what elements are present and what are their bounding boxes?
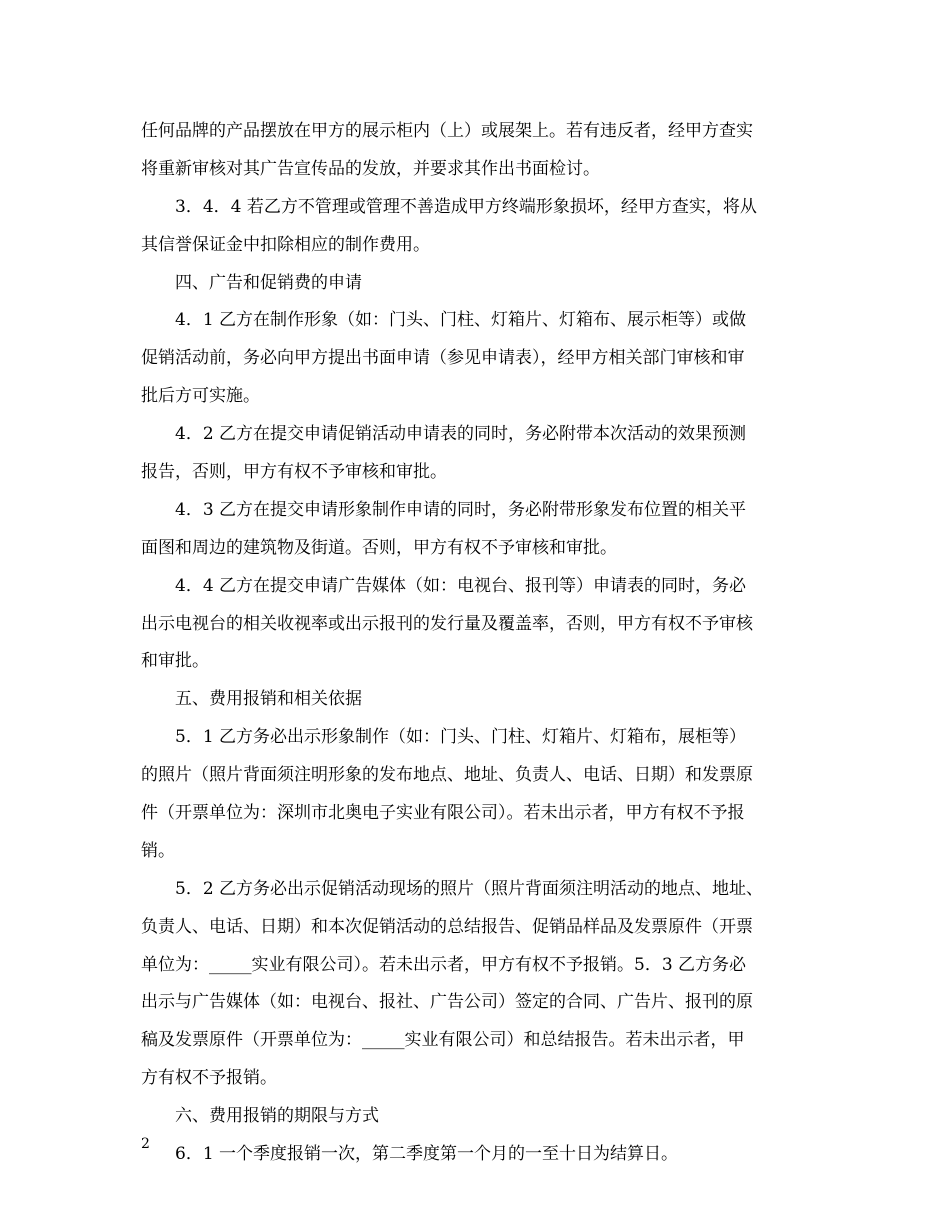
text-line: 将重新审核对其广告宣传品的发放，并要求其作出书面检讨。 bbox=[141, 158, 600, 179]
text-line: 面图和周边的建筑物及街道。否则，甲方有权不予审核和审批。 bbox=[141, 537, 617, 558]
text-line: 方有权不予报销。 bbox=[141, 1068, 277, 1089]
text-line: 3．4．4 若乙方不管理或管理不善造成甲方终端形象损坏，经甲方查实，将从 bbox=[175, 196, 757, 217]
text-line: 和审批。 bbox=[141, 651, 209, 672]
text-line: 任何品牌的产品摆放在甲方的展示柜内（上）或展架上。若有违反者，经甲方查实 bbox=[141, 121, 753, 141]
text-line: 的照片（照片背面须注明形象的发布地点、地址、负责人、电话、日期）和发票原 bbox=[141, 765, 753, 786]
text-line: 出示与广告媒体（如：电视台、报社、广告公司）签定的合同、广告片、报刊的原 bbox=[141, 992, 753, 1013]
text-line: 单位为：_____实业有限公司）。若未出示者，甲方有权不予报销。5．3 乙方务必 bbox=[141, 954, 747, 975]
text-line: 4．2 乙方在提交申请促销活动申请表的同时，务必附带本次活动的效果预测 bbox=[175, 424, 747, 445]
text-line: 4．3 乙方在提交申请形象制作申请的同时，务必附带形象发布位置的相关平 bbox=[175, 499, 747, 520]
document-body bbox=[141, 113, 811, 1174]
text-line: 6．1 一个季度报销一次，第二季度第一个月的一至十日为结算日。 bbox=[175, 1144, 679, 1165]
text-line: 4．4 乙方在提交申请广告媒体（如：电视台、报刊等）申请表的同时，务必 bbox=[175, 575, 747, 596]
text-line: 5．1 乙方务必出示形象制作（如：门头、门柱、灯箱片、灯箱布，展柜等） bbox=[175, 727, 747, 748]
text-line: 稿及发票原件（开票单位为：_____实业有限公司）和总结报告。若未出示者，甲 bbox=[141, 1030, 745, 1051]
text-line: 负责人、电话、日期）和本次促销活动的总结报告、促销品样品及发票原件（开票 bbox=[141, 916, 753, 937]
text-line: 批后方可实施。 bbox=[141, 386, 260, 407]
text-line: 五、费用报销和相关依据 bbox=[175, 689, 362, 710]
text-line: 其信誉保证金中扣除相应的制作费用。 bbox=[141, 234, 430, 255]
text-line: 销。 bbox=[141, 840, 175, 861]
text-line: 件（开票单位为：深圳市北奥电子实业有限公司）。若未出示者，甲方有权不予报 bbox=[141, 803, 745, 824]
page-number: 2 bbox=[141, 1136, 150, 1152]
text-line: 报告，否则，甲方有权不予审核和审批。 bbox=[141, 462, 447, 483]
text-line: 出示电视台的相关收视率或出示报刊的发行量及覆盖率，否则，甲方有权不予审核 bbox=[141, 613, 753, 634]
text-line: 4．1 乙方在制作形象（如：门头、门柱、灯箱片、灯箱布、展示柜等）或做 bbox=[175, 310, 747, 331]
text-line: 六、费用报销的期限与方式 bbox=[175, 1106, 379, 1127]
text-line: 四、广告和促销费的申请 bbox=[175, 272, 362, 293]
text-line: 5．2 乙方务必出示促销活动现场的照片（照片背面须注明活动的地点、地址、 bbox=[175, 878, 764, 899]
text-line: 促销活动前，务必向甲方提出书面申请（参见申请表），经甲方相关部门审核和审 bbox=[141, 348, 745, 369]
